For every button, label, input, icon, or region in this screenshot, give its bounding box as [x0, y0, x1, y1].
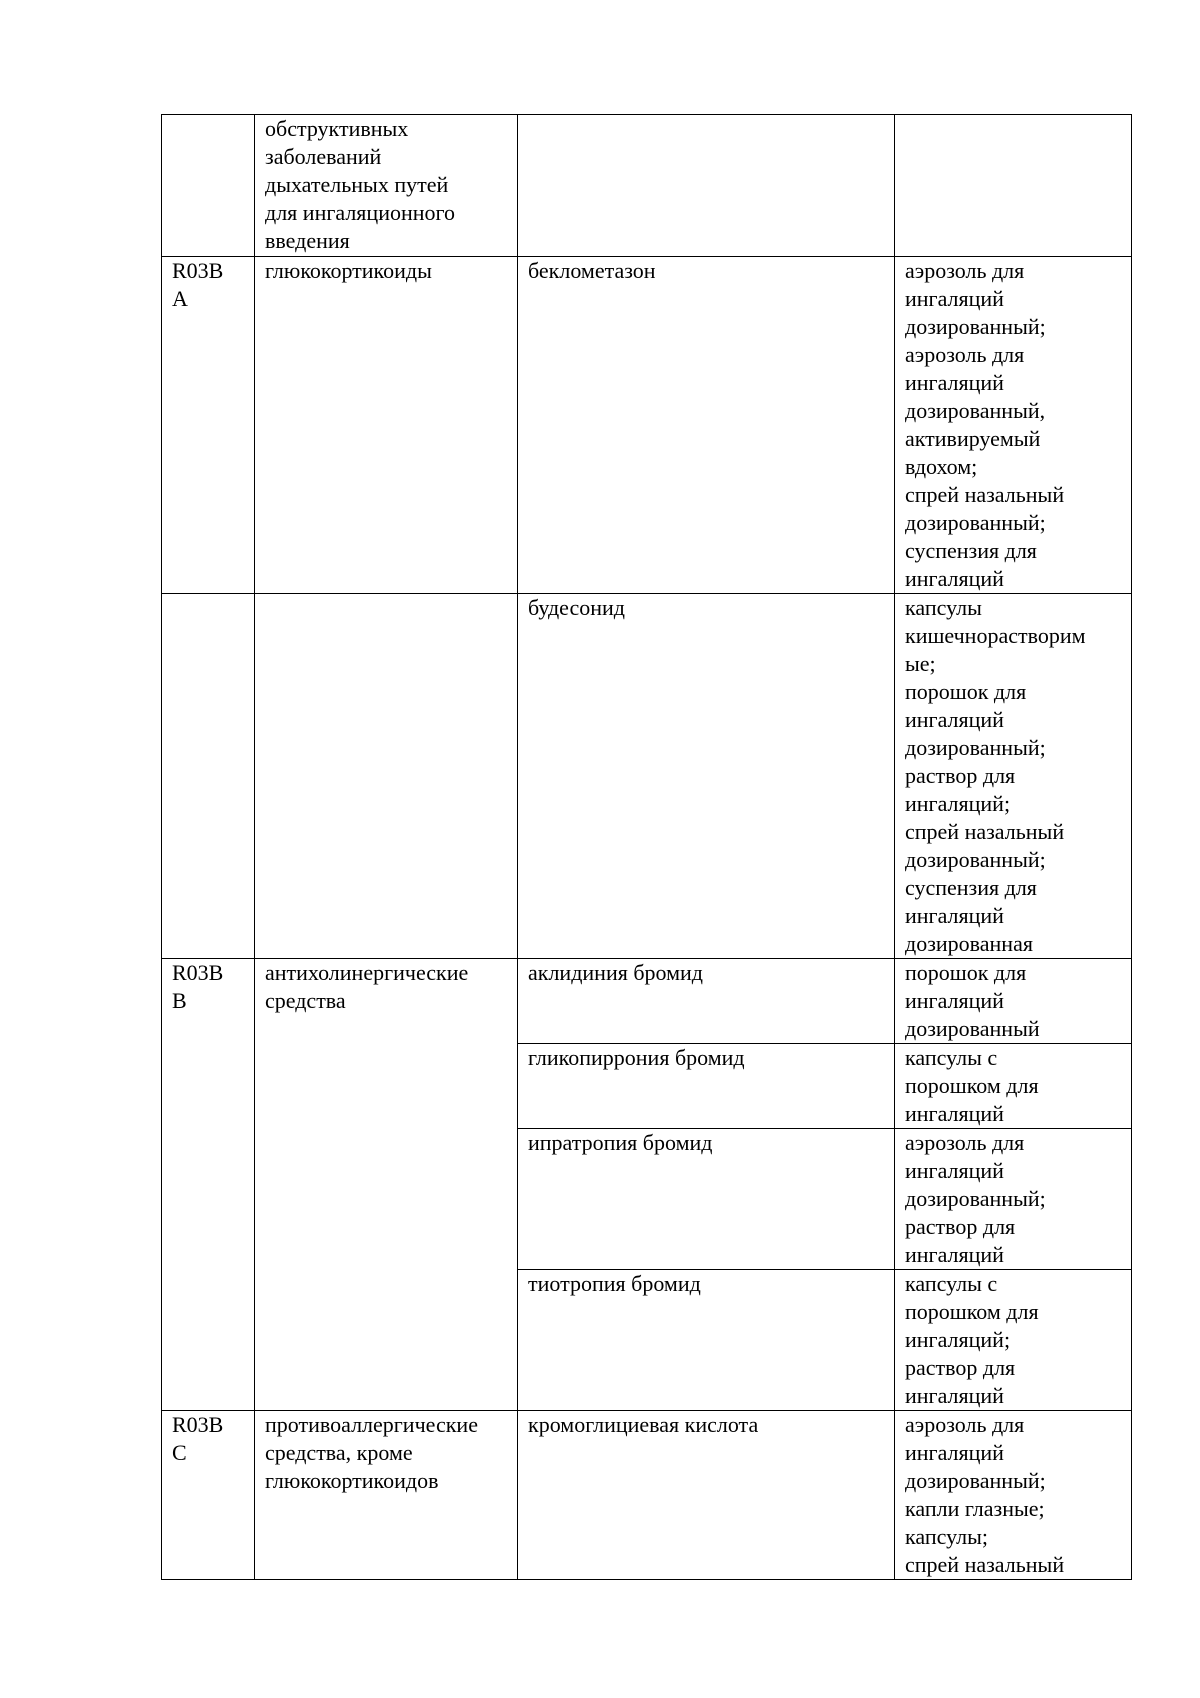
dosage-form-cell: капсулы кишечнорастворим ые; порошок для ингаляций дозированный; раствор для ингаляций; спрей назальный дозированный; суспензия для ингаляций дозированная [895, 594, 1132, 959]
table-row [162, 594, 1132, 959]
substance-cell: аклидиния бромид [518, 959, 895, 1044]
atc-code-cell: R03B A [162, 257, 255, 594]
pharm-group-cell: глюкокортикоиды [255, 257, 518, 594]
substance-cell: гликопиррония бромид [518, 1044, 895, 1129]
dosage-form-cell: аэрозоль для ингаляций дозированный; аэрозоль для ингаляций дозированный, активируемый вдохом; спрей назальный дозированный; суспензия для ингаляций [895, 257, 1132, 594]
substance-cell: кромоглициевая кислота [518, 1411, 895, 1580]
atc-code-cell: R03B B [162, 959, 255, 1411]
table-row [162, 1411, 1132, 1580]
pharm-group-cell: противоаллергические средства, кроме глюкокортикоидов [255, 1411, 518, 1580]
drug-table [161, 114, 1132, 1580]
atc-code-cell [162, 594, 255, 959]
dosage-form-cell: порошок для ингаляций дозированный [895, 959, 1132, 1044]
table-row [162, 115, 1132, 257]
table-row [162, 959, 1132, 1044]
dosage-form-cell: аэрозоль для ингаляций дозированный; раствор для ингаляций [895, 1129, 1132, 1270]
substance-cell: тиотропия бромид [518, 1270, 895, 1411]
pharm-group-cell: обструктивных заболеваний дыхательных путей для ингаляционного введения [255, 115, 518, 257]
dosage-form-cell: капсулы с порошком для ингаляций; раствор для ингаляций [895, 1270, 1132, 1411]
pharm-group-cell [255, 594, 518, 959]
table-row [162, 257, 1132, 594]
dosage-form-cell [895, 115, 1132, 257]
substance-cell: беклометазон [518, 257, 895, 594]
atc-code-cell: R03B C [162, 1411, 255, 1580]
dosage-form-cell: аэрозоль для ингаляций дозированный; капли глазные; капсулы; спрей назальный [895, 1411, 1132, 1580]
substance-cell [518, 115, 895, 257]
substance-cell: будесонид [518, 594, 895, 959]
substance-cell: ипратропия бромид [518, 1129, 895, 1270]
pharm-group-cell: антихолинергические средства [255, 959, 518, 1411]
atc-code-cell [162, 115, 255, 257]
dosage-form-cell: капсулы с порошком для ингаляций [895, 1044, 1132, 1129]
